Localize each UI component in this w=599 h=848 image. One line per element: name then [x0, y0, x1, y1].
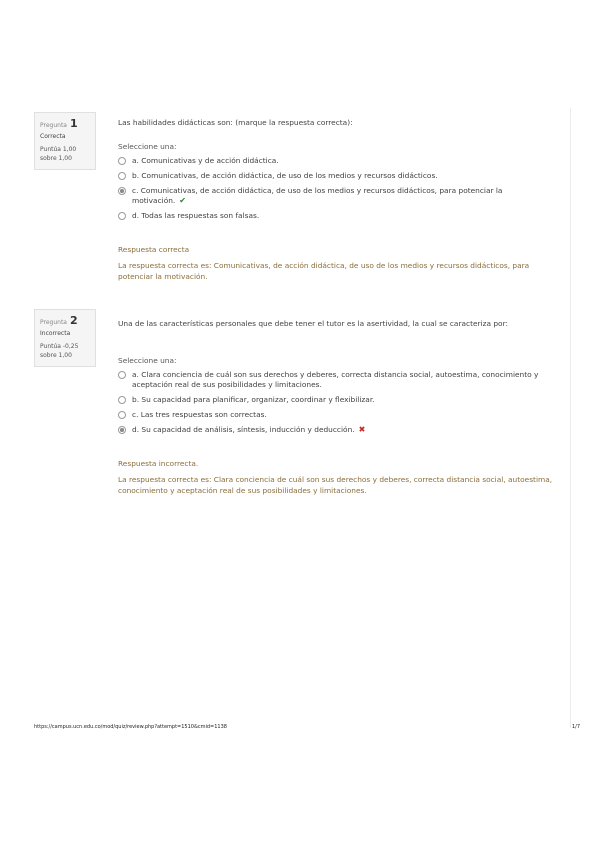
answer-option[interactable] [118, 186, 558, 206]
answer-option[interactable] [118, 211, 558, 221]
radio-button[interactable] [118, 212, 126, 220]
radio-button[interactable] [118, 371, 126, 379]
answer-text: c. Las tres respuestas son correctas. [132, 410, 267, 419]
answer-option[interactable] [118, 410, 558, 420]
footer-page-number: 1/7 [571, 724, 580, 730]
page-right-rule [570, 108, 571, 728]
radio-button[interactable] [118, 396, 126, 404]
question-content [118, 118, 558, 282]
radio-button[interactable] [118, 157, 126, 165]
answer-text [132, 186, 558, 206]
answer-text [132, 425, 365, 435]
question-grade [40, 342, 90, 360]
grade-max: sobre 1,00 [40, 352, 72, 359]
question-number-value: 1 [69, 117, 78, 130]
cross-icon: ✖ [358, 425, 366, 434]
footer-url[interactable]: https://campus.ucn.edu.co/mod/quiz/review.php?attempt=1510&cmid=1138 [34, 724, 227, 730]
question-label: Pregunta [40, 122, 67, 129]
question-grade [40, 145, 90, 163]
question-info-box [34, 309, 96, 367]
answer-text: a. Comunicativas y de acción didáctica. [132, 156, 279, 165]
question-number [40, 315, 90, 327]
question-content [118, 319, 558, 496]
answer-text: a. Clara conciencia de cuál son sus derechos y deberes, correcta distancia social, autoestima, conocimiento y aceptación real de sus posibilidades y limitaciones. [132, 370, 539, 389]
answer-prompt: Seleccione una: [118, 356, 177, 365]
grade-score: Puntúa 1,00 [40, 146, 77, 153]
grade-max: sobre 1,00 [40, 155, 72, 162]
radio-button-selected[interactable] [118, 426, 126, 434]
answer-option[interactable] [118, 171, 558, 181]
answer-text: d. Todas las respuestas son falsas. [132, 211, 260, 220]
answer-text: b. Su capacidad para planificar, organizar, coordinar y flexibilizar. [132, 395, 375, 404]
answer-text-value: d. Su capacidad de análisis, síntesis, inducción y deducción. [132, 425, 355, 434]
answer-text: b. Comunicativas, de acción didáctica, de uso de los medios y recursos didácticos. [132, 171, 438, 180]
feedback-text: La respuesta correcta es: Comunicativas, de acción didáctica, de uso de los medios y recursos didácticos, para potenciar la motivación. [118, 261, 530, 281]
answer-option[interactable] [118, 156, 558, 166]
answer-option[interactable] [118, 425, 558, 435]
question-state: Incorrecta [40, 330, 71, 337]
feedback-title: Respuesta incorrecta. [118, 459, 199, 468]
answer-option[interactable] [118, 395, 558, 405]
print-footer [34, 724, 580, 730]
question-label: Pregunta [40, 319, 67, 326]
question-state: Correcta [40, 133, 66, 140]
grade-score: Puntúa -0,25 [40, 343, 79, 350]
question-number-value: 2 [69, 314, 78, 327]
radio-button[interactable] [118, 172, 126, 180]
check-icon: ✔ [179, 196, 186, 205]
question-text: Las habilidades didácticas son: (marque la respuesta correcta): [118, 118, 353, 127]
question-text: Una de las características personales que debe tener el tutor es la asertividad, la cual se caracteriza por: [118, 319, 508, 328]
feedback-title: Respuesta correcta [118, 245, 190, 254]
answer-prompt: Seleccione una: [118, 142, 177, 151]
answer-text-value: c. Comunicativas, de acción didáctica, de uso de los medios y recursos didácticos, para potenciar la motivación. [132, 186, 503, 205]
feedback-text: La respuesta correcta es: Clara conciencia de cuál son sus derechos y deberes, correcta distancia social, autoestima, conocimiento y aceptación real de sus posibilidades y limitaciones. [118, 475, 553, 495]
radio-button[interactable] [118, 411, 126, 419]
answer-option[interactable] [118, 370, 558, 390]
question-number [40, 118, 90, 130]
radio-button-selected[interactable] [118, 187, 126, 195]
question-info-box [34, 112, 96, 170]
